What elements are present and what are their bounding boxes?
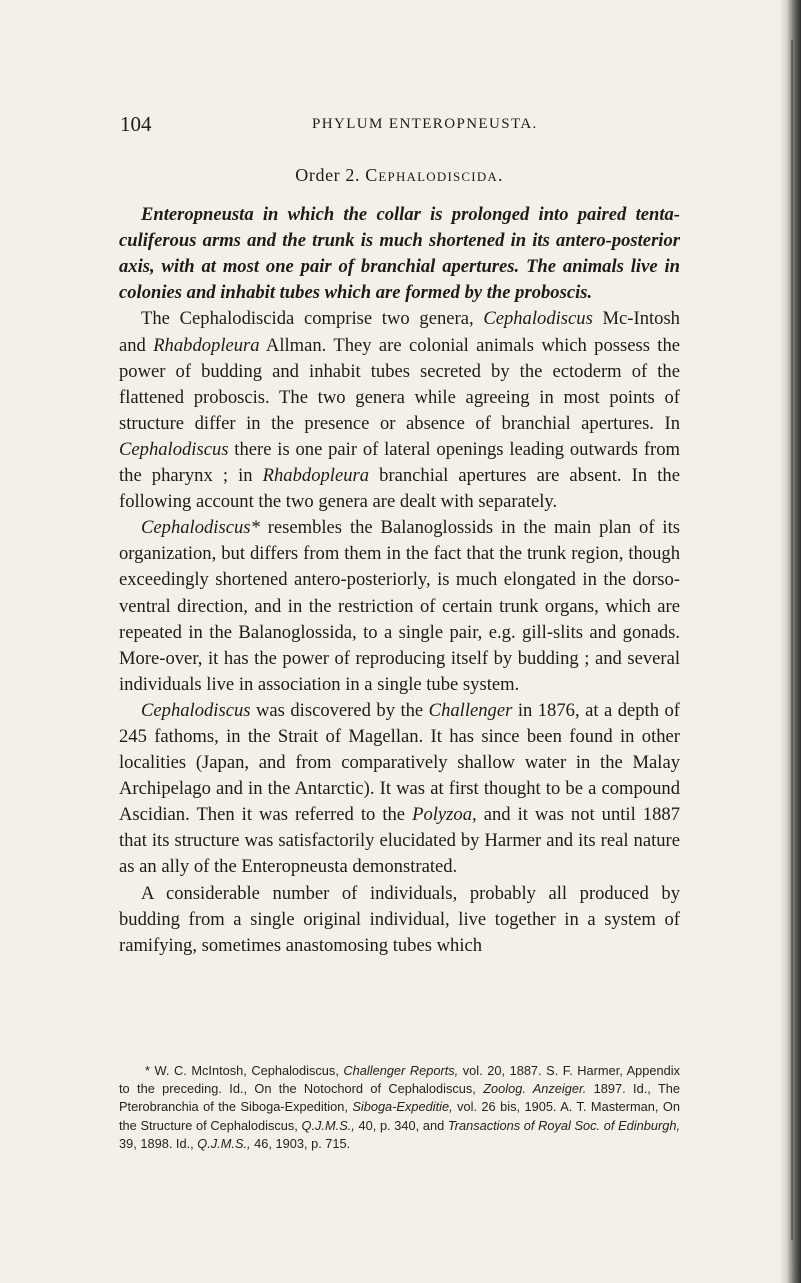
citation-title: Siboga-Expeditie,	[352, 1099, 453, 1115]
paragraph-cephalodiscus	[119, 515, 680, 698]
citation-title: Transactions of Royal Soc. of Edinburgh,	[447, 1117, 680, 1133]
genus-name: Cephalodiscus	[141, 699, 251, 721]
text-run: was discovered by the	[250, 699, 429, 721]
text-run: 40, p. 340, and	[354, 1117, 448, 1133]
genus-name: Rhabdopleura	[153, 334, 260, 356]
footnote	[119, 1062, 680, 1153]
text-run: vol. 20, 1887. S. F. Harmer, Appendix to the preceding. Id., On the Notochord of Cephalodiscus,	[119, 1063, 681, 1097]
page-header	[120, 112, 680, 136]
genus-name: Cephalodiscus*	[141, 517, 260, 539]
text-run: resembles the Balanoglossids in the main plan of its organization, but differs from them in the fact that the trunk region, though exceedingly shortened antero-posteriorly, is much elongated in the dorso-ventral direction, and in the restriction of certain trunk organs, which are repeated in the Balanoglossida, to a single pair, e.g. gill-slits and gonads. More-over, it has the power of reproducing itself by budding ; and several individuals live in association in a single tube system.	[119, 517, 680, 695]
citation-title: Q.J.M.S.,	[197, 1135, 251, 1151]
paragraph-genera	[119, 306, 680, 515]
taxon-name: Polyzoa,	[412, 804, 477, 826]
citation-title: Zoolog. Anzeiger.	[483, 1081, 587, 1097]
page-edge-line	[791, 40, 793, 1240]
order-name: Cephalodiscida.	[365, 165, 504, 185]
text-run: Allman. They are colonial animals which possess the power of budding and inhabit tubes secreted by the ectoderm of the flattened proboscis. The two genera while agreeing in most points of structure differ in the presence or absence of branchial apertures. In	[119, 334, 680, 434]
ship-name: Challenger	[428, 699, 513, 721]
genus-name: Cephalodiscus	[483, 308, 593, 330]
genus-name: Rhabdopleura	[262, 465, 370, 487]
text-run: * W. C. McIntosh, Cephalodiscus,	[145, 1063, 344, 1078]
text-run: The Cephalodiscida comprise two genera,	[141, 308, 484, 330]
citation-title: Challenger Reports,	[343, 1063, 459, 1078]
page-edge-shadow	[779, 0, 801, 1283]
paragraph-colony: A considerable number of individuals, probably all produced by budding from a single original individual, live together in a system of ramifying, sometimes anastomosing tubes which	[119, 882, 680, 956]
order-label: Order 2.	[295, 165, 361, 185]
order-heading	[119, 162, 680, 188]
diagnosis-paragraph: Enteropneusta in which the collar is prolonged into paired tenta-culiferous arms and the trunk is much shortened in its antero-posterior axis, with at most one pair of branchial apertures. The animals live in colonies and inhabit tubes which are formed by the proboscis.	[119, 204, 680, 304]
page-number: 104	[120, 112, 152, 136]
text-run: there is one pair of lateral openings leading outwards from the pharynx ; in	[119, 438, 680, 487]
body-text	[119, 162, 680, 959]
text-run: and it was not until 1887 that its structure was satisfactorily elucidated by Harmer and its real nature as an ally of the Enteropneusta demonstrated.	[119, 804, 680, 878]
text-run: branchial apertures are absent. In the following account the two genera are dealt with separately.	[119, 465, 680, 513]
text-run: 1897. Id., The Pterobranchia of the Siboga-Expedition,	[119, 1081, 680, 1115]
text-run: 39, 1898. Id.,	[119, 1135, 198, 1151]
text-run: Mc-Intosh and	[119, 308, 680, 356]
running-head: PHYLUM ENTEROPNEUSTA.	[312, 116, 538, 132]
text-run: 46, 1903, p. 715.	[250, 1135, 351, 1151]
genus-name: Cephalodiscus	[119, 438, 229, 460]
paragraph-discovery	[119, 698, 680, 881]
text-run: vol. 26 bis, 1905. A. T. Masterman, On the Structure of Cephalodiscus,	[119, 1099, 680, 1133]
citation-title: Q.J.M.S.,	[301, 1117, 355, 1133]
text-run: in 1876, at a depth of 245 fathoms, in the Strait of Magellan. It has since been found in other localities (Japan, and from comparatively shallow water in the Malay Archipelago and in the Antarctic). It was at first thought to be a compound Ascidian. Then it was referred to the	[119, 699, 680, 826]
